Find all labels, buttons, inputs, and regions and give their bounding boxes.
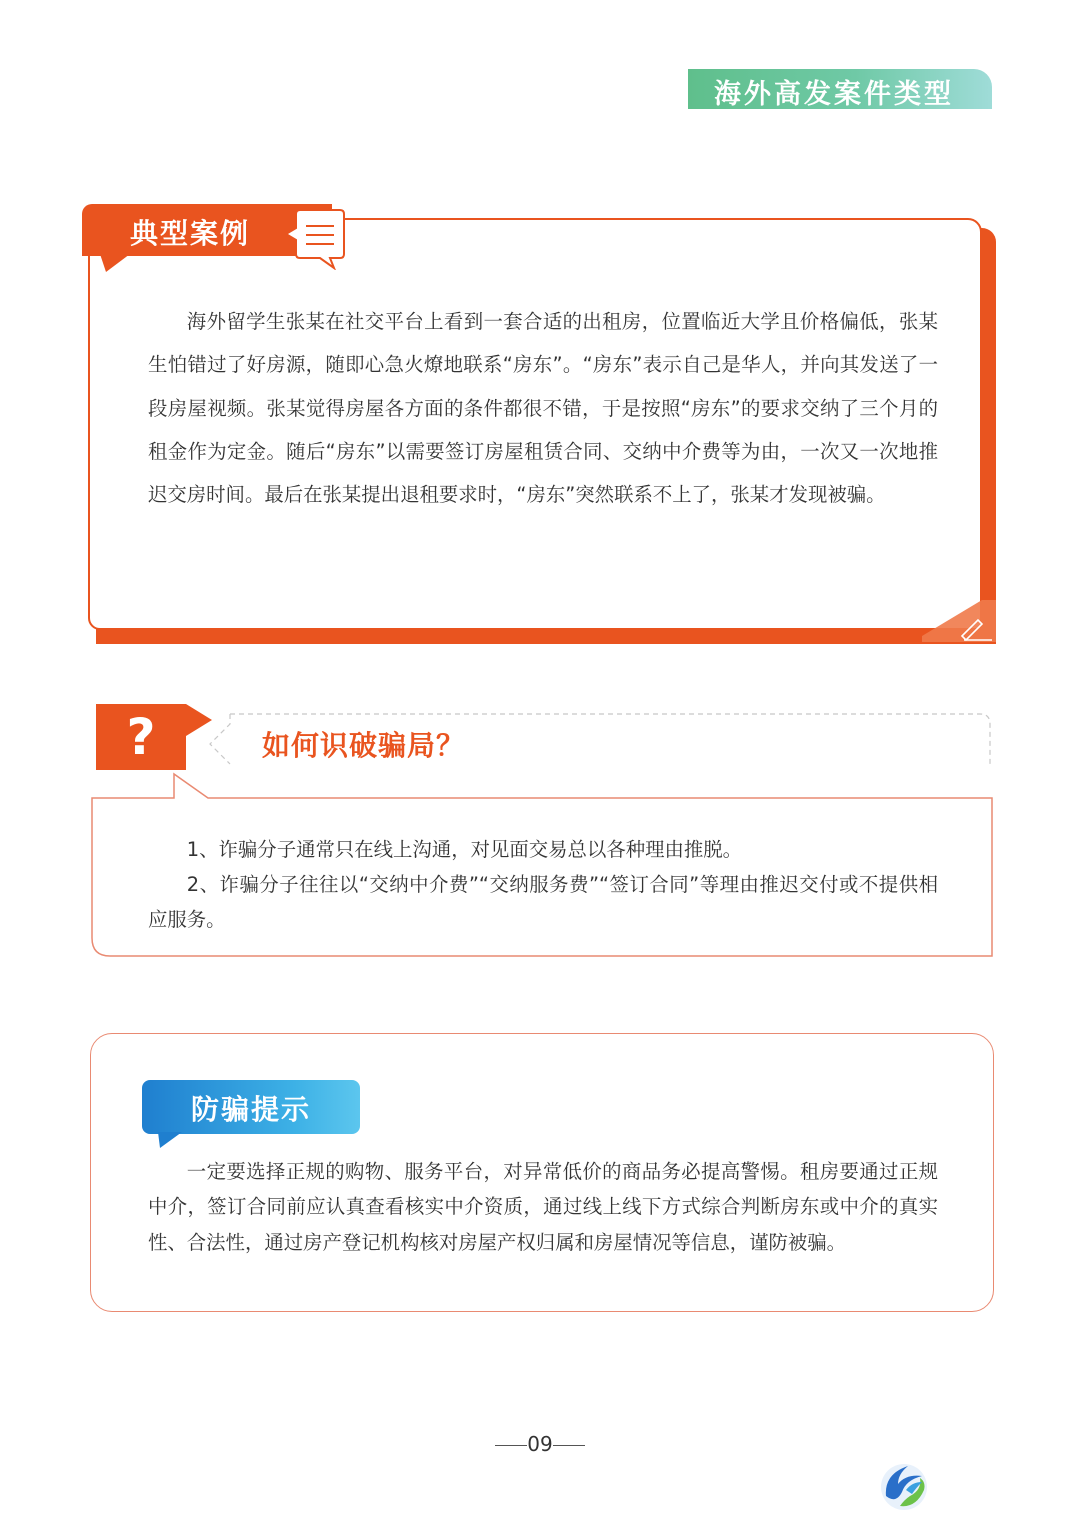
question-mark-icon: ? [126,708,156,766]
identify-item: 2、诈骗分子往往以“交纳中介费”“交纳服务费”“签订合同”等理由推迟交付或不提供相应服务。 [148,873,938,931]
section-header-title: 海外高发案件类型 [714,79,954,110]
tip-title-tail [158,1132,182,1148]
logo-icon [876,1460,932,1512]
page-number [0,1432,1080,1456]
tip-body: 一定要选择正规的购物、服务平台，对异常低价的商品务必提高警惕。租房要通过正规中介，签订合同前应认真查看核实中介资质，通过线上线下方式综合判断房东或中介的真实性、合法性，通过房产登记机构核对房屋产权归属和房屋情况等信息，谨防被骗。 [148,1160,938,1254]
tip-title: 防骗提示 [190,1093,311,1126]
case-body: 海外留学生张某在社交平台上看到一套合适的出租房，位置临近大学且价格偏低，张某生怕错过了好房源，随即心急火燎地联系“房东”。“房东”表示自己是华人，并向其发送了一段房屋视频。张某觉得房屋各方面的条件都很不错，于是按照“房东”的要求交纳了三个月的租金作为定金。随后“房东”以需要签订房屋租赁合同、交纳中介费等为由，一次又一次地推迟交房时间。最后在张某提出退租要求时，“房东”突然联系不上了，张某才发现被骗。 [148,310,938,507]
page-number-value: 09 [527,1432,553,1456]
case-title-tail [100,254,130,272]
tip-title-banner [142,1080,360,1134]
identify-title: 如何识破骗局？ [262,729,466,762]
case-title: 典型案例 [130,217,251,250]
page-number-rule-left [495,1445,527,1446]
page-number-rule-right [553,1445,585,1446]
pen-icon [922,596,996,642]
section-header-tab [688,69,992,109]
identify-item: 1、诈骗分子通常只在线上沟通，对见面交易总以各种理由推脱。 [186,838,743,861]
speech-bubble-icon [284,204,346,270]
question-badge [96,704,186,770]
identify-list [148,832,938,937]
